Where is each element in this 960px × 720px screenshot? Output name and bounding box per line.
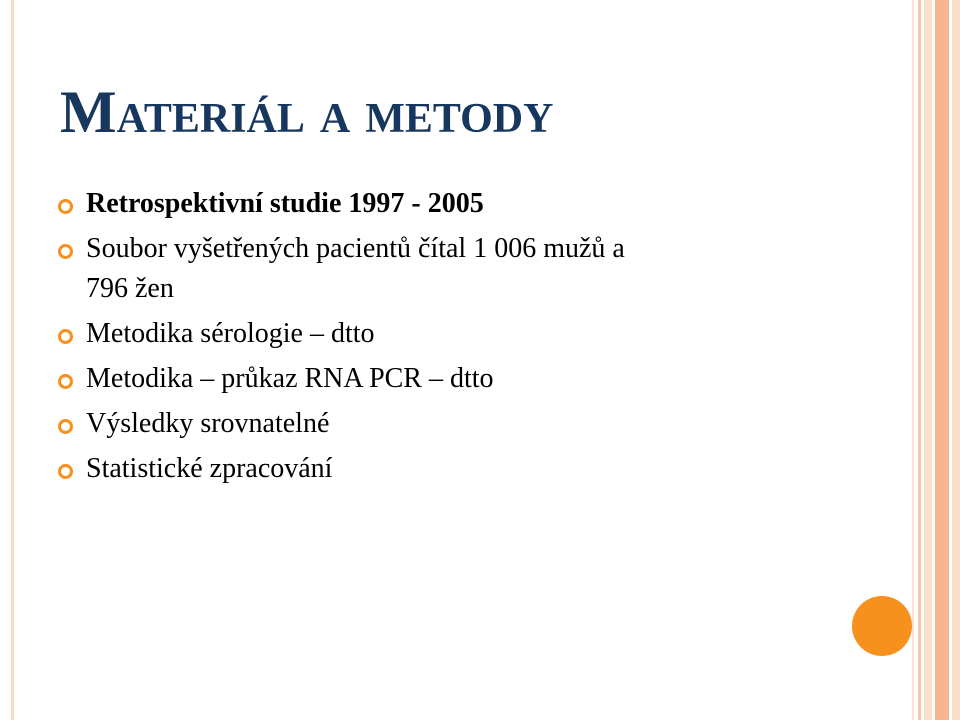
stripe — [918, 0, 921, 720]
right-decorative-stripes — [912, 0, 960, 720]
bullet-item — [58, 314, 838, 354]
bullet-text: Retrospektivní studie 1997 - 2005 — [86, 188, 484, 219]
bullet-text: Metodika – průkaz RNA PCR – dtto — [86, 363, 494, 394]
bullet-item — [58, 229, 838, 309]
bullet-text: Výsledky srovnatelné — [86, 408, 330, 439]
bullet-text: Statistické zpracování — [86, 453, 333, 484]
bullet-item — [58, 404, 838, 444]
bullet-text: Metodika sérologie – dtto — [86, 318, 375, 349]
circle-bullet-icon — [58, 329, 73, 344]
stripe — [924, 0, 932, 720]
circle-bullet-icon — [58, 199, 73, 214]
stripe — [935, 0, 949, 720]
stripe — [952, 0, 960, 720]
left-accent-line — [11, 0, 14, 720]
bullet-item — [58, 449, 838, 489]
circle-bullet-icon — [58, 244, 73, 259]
circle-bullet-icon — [58, 464, 73, 479]
orange-circle-icon — [852, 596, 912, 656]
circle-bullet-icon — [58, 419, 73, 434]
slide-title: Materiál a metody — [60, 79, 554, 145]
bullet-item — [58, 184, 838, 224]
bullet-item — [58, 359, 838, 399]
stripe — [912, 0, 914, 720]
bullet-list — [58, 184, 838, 494]
bullet-text-line: 796 žen — [86, 273, 174, 304]
circle-bullet-icon — [58, 374, 73, 389]
bullet-text-line: Soubor vyšetřených pacientů čítal 1 006 mužů a — [86, 233, 625, 264]
